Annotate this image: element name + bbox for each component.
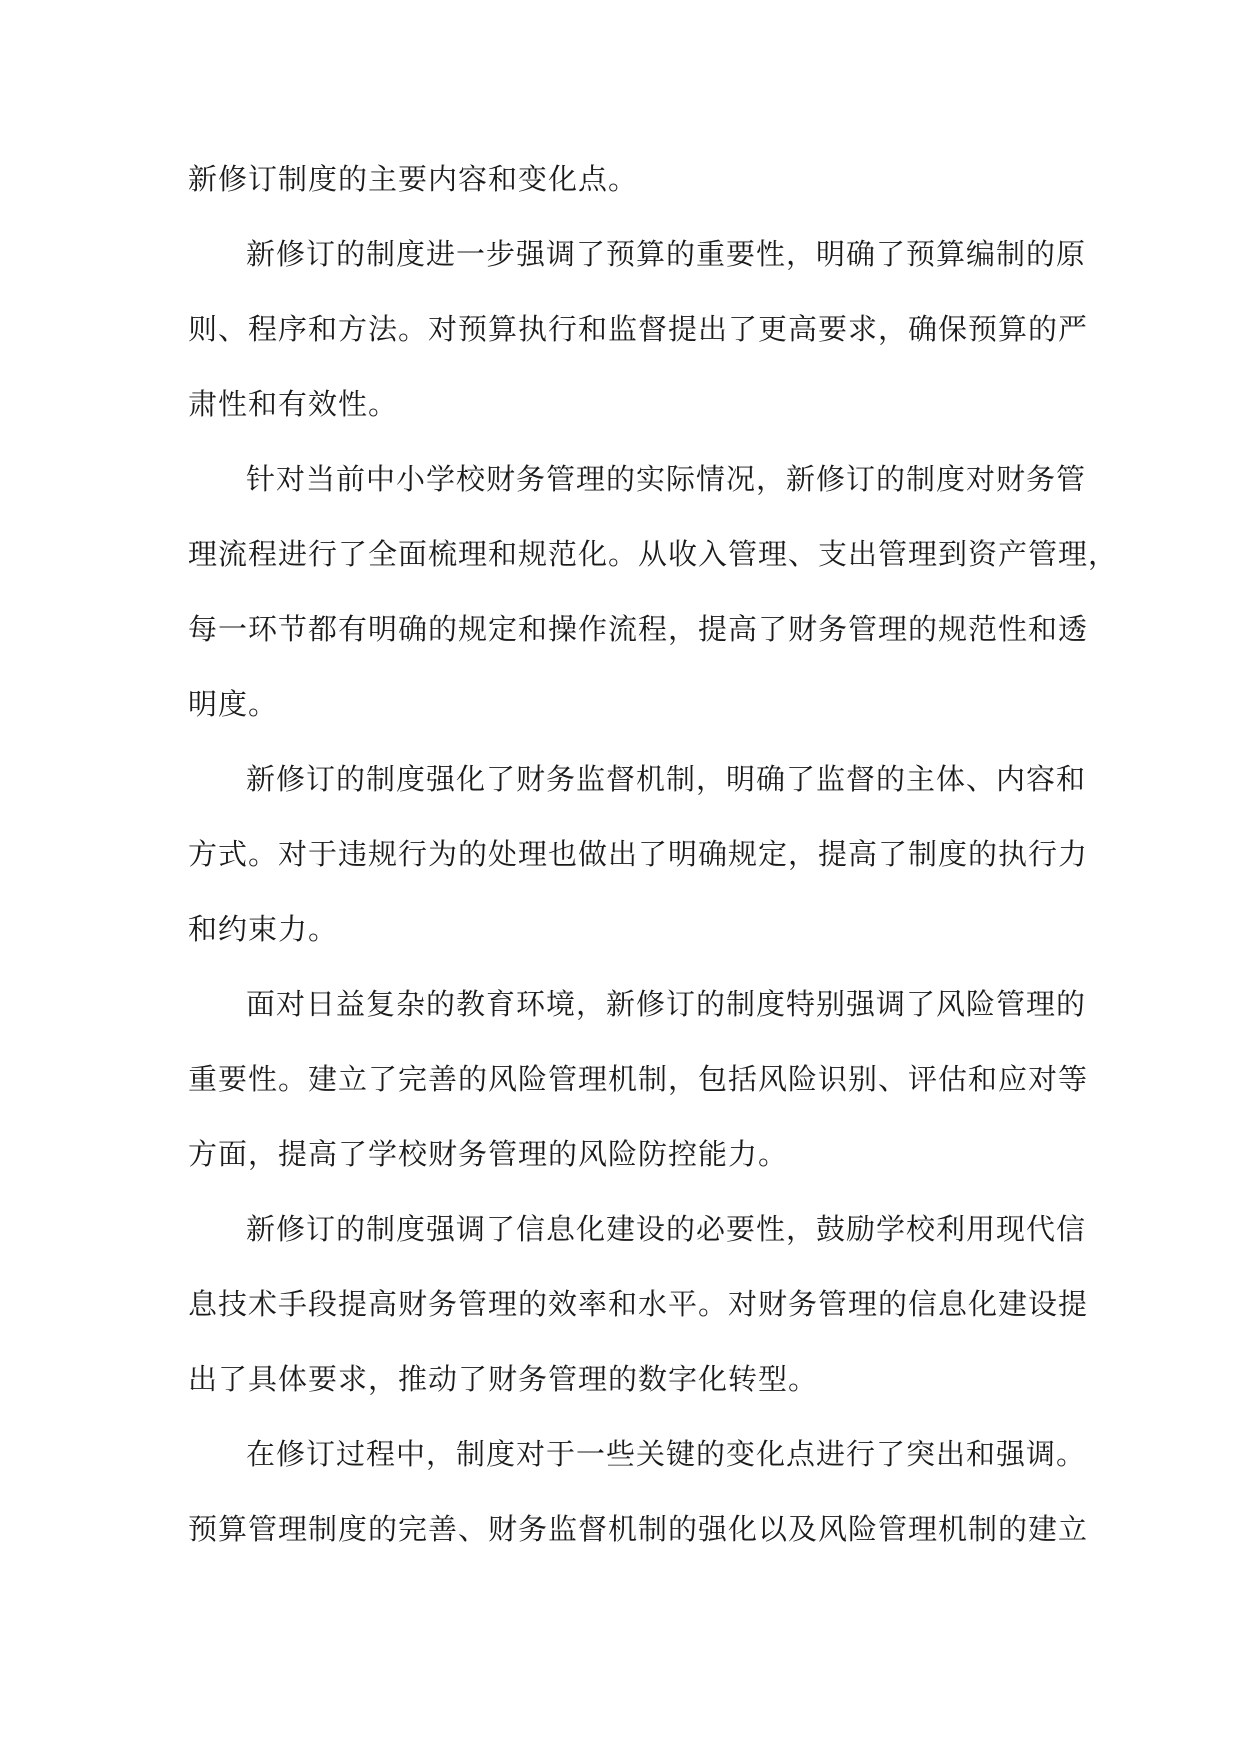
text-line: 新修订的制度强化了财务监督机制，明确了监督的主体、内容和: [246, 762, 1087, 796]
text-line: 在修订过程中，制度对于一些关键的变化点进行了突出和强调。: [246, 1437, 1087, 1471]
text-line: 新修订的制度进一步强调了预算的重要性，明确了预算编制的原: [246, 237, 1087, 271]
text-line: 方式。对于违规行为的处理也做出了明确规定，提高了制度的执行力: [188, 837, 1089, 871]
text-line: 明度。: [188, 687, 279, 721]
text-line: 预算管理制度的完善、财务监督机制的强化以及风险管理机制的建立: [188, 1512, 1089, 1546]
text-line: 和约束力。: [188, 912, 339, 946]
text-line: 方面，提高了学校财务管理的风险防控能力。: [188, 1137, 789, 1171]
text-line: 面对日益复杂的教育环境，新修订的制度特别强调了风险管理的: [246, 987, 1087, 1021]
text-line: 息技术手段提高财务管理的效率和水平。对财务管理的信息化建设提: [188, 1287, 1089, 1321]
text-line: 每一环节都有明确的规定和操作流程，提高了财务管理的规范性和透: [188, 612, 1089, 646]
text-line: 新修订制度的主要内容和变化点。: [188, 162, 639, 196]
text-line: 肃性和有效性。: [188, 387, 399, 421]
text-line: 则、程序和方法。对预算执行和监督提出了更高要求，确保预算的严: [188, 312, 1089, 346]
text-line: 新修订的制度强调了信息化建设的必要性，鼓励学校利用现代信: [246, 1212, 1087, 1246]
text-line: 针对当前中小学校财务管理的实际情况，新修订的制度对财务管: [246, 462, 1087, 496]
body-text: [188, 142, 1119, 1567]
text-line: 理流程进行了全面梳理和规范化。从收入管理、支出管理到资产管理，: [188, 537, 1119, 571]
text-line: 重要性。建立了完善的风险管理机制，包括风险识别、评估和应对等: [188, 1062, 1089, 1096]
text-line: 出了具体要求，推动了财务管理的数字化转型。: [188, 1362, 819, 1396]
